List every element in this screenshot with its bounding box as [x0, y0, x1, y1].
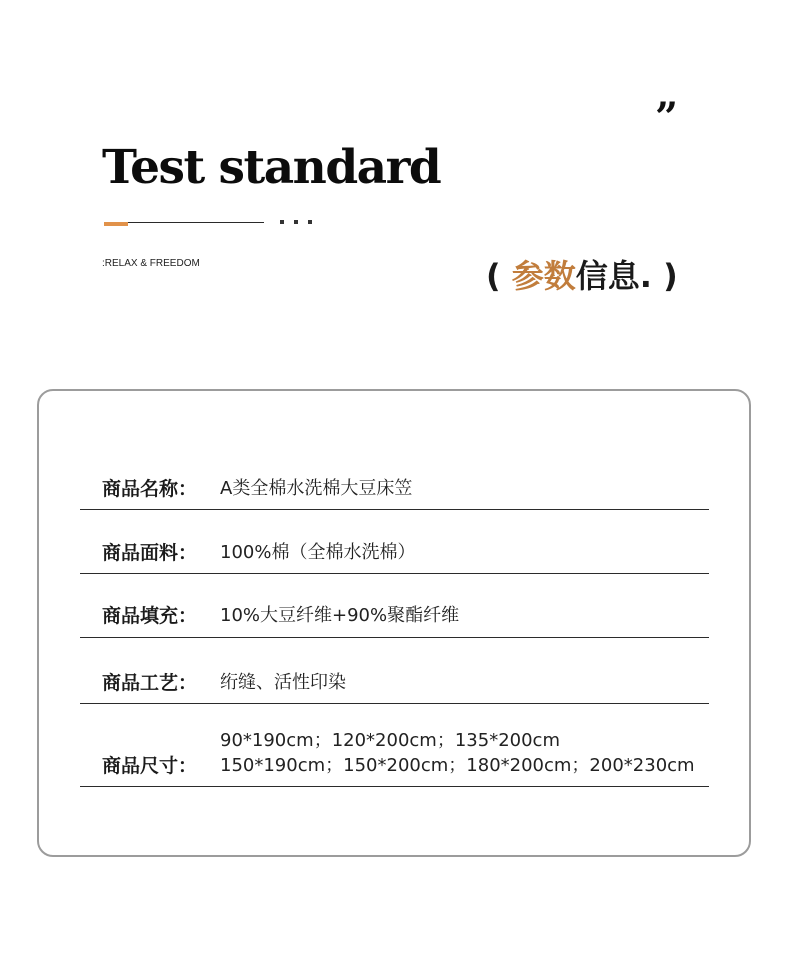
spec-label: 商品填充： [102, 605, 198, 627]
heading-rest-text: 信息. [575, 257, 652, 295]
title-underline-accent [104, 222, 128, 226]
spec-row-size [80, 725, 709, 787]
ellipsis-dots [280, 216, 320, 228]
subtitle: :RELAX & FREEDOM [102, 258, 200, 269]
spec-label: 商品工艺： [102, 672, 198, 694]
spec-row-fabric [80, 534, 709, 574]
spec-row-name [80, 470, 709, 510]
spec-row-craft [80, 664, 709, 704]
parameter-info-heading [486, 254, 678, 298]
spec-label: 商品面料： [102, 542, 198, 564]
heading-close-paren: ) [651, 257, 678, 295]
spec-row-filling [80, 598, 709, 638]
spec-value: 10%大豆纤维+90%聚酯纤维 [220, 605, 460, 626]
heading-open-paren: ( [486, 257, 512, 295]
spec-label: 商品尺寸： [102, 755, 198, 777]
closing-quote-mark: ” [655, 94, 677, 141]
spec-value: 绗缝、活性印染 [220, 672, 346, 693]
spec-value-line-2: 150*190cm；150*200cm；180*200cm；200*230cm [220, 755, 695, 776]
title-underline [104, 222, 264, 223]
page-title: Test standard [102, 140, 441, 195]
heading-accent-text: 参数 [511, 257, 576, 295]
spec-value: 100%棉（全棉水洗棉） [220, 542, 416, 563]
spec-value: A类全棉水洗棉大豆床笠 [220, 478, 413, 499]
spec-value-line-1: 90*190cm；120*200cm；135*200cm [220, 730, 560, 751]
spec-label: 商品名称： [102, 478, 198, 500]
